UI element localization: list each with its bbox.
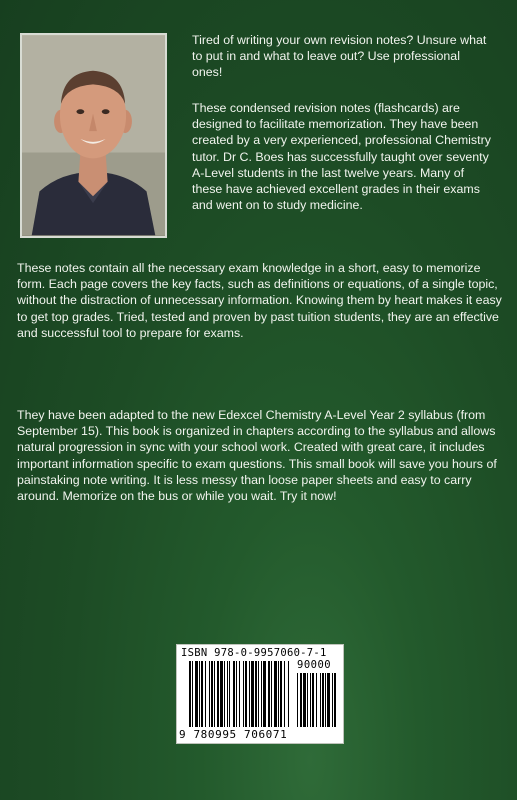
barcode-bar bbox=[217, 661, 219, 727]
price-barcode-bar bbox=[310, 673, 311, 727]
barcode-bar bbox=[239, 661, 240, 727]
barcode-bar bbox=[245, 661, 247, 727]
barcode-bar bbox=[236, 661, 237, 727]
author-portrait-image bbox=[22, 35, 165, 236]
price-barcode-bar bbox=[316, 673, 317, 727]
author-photo bbox=[20, 33, 167, 238]
price-barcode-bar bbox=[320, 673, 321, 727]
price-barcode-bar bbox=[303, 673, 306, 727]
barcode-bar bbox=[271, 661, 272, 727]
price-barcode-bar bbox=[322, 673, 324, 727]
price-barcode-bar bbox=[325, 673, 326, 727]
price-barcode-bar bbox=[297, 673, 298, 727]
barcode-bar bbox=[288, 661, 289, 727]
barcode-bar bbox=[268, 661, 270, 727]
barcode-bar bbox=[229, 661, 230, 727]
barcode-bar bbox=[251, 661, 254, 727]
barcode-bar bbox=[280, 661, 282, 727]
about-author-paragraph: These condensed revision notes (flashcards) are designed to facilitate memorization. They have been created by a very experienced, professional Chemistry tutor. Dr C. Boes has successfully taught over seventy A-Level students in the last twelve years. Many of these have achieved excellent grades in their exams and went on to study medicine. bbox=[192, 101, 491, 213]
barcode-bar bbox=[274, 661, 277, 727]
barcode-bar bbox=[227, 661, 228, 727]
barcode-bar bbox=[211, 661, 213, 727]
isbn-label: ISBN 978-0-9957060-7-1 bbox=[181, 647, 327, 659]
barcode-bar bbox=[199, 661, 200, 727]
isbn-barcode bbox=[176, 644, 344, 744]
barcode-bar bbox=[205, 661, 206, 727]
syllabus-paragraph: They have been adapted to the new Edexcel Chemistry A-Level Year 2 syllabus (from September 15). This book is organized in chapters according to the syllabus and allows natural progression in sync with your school work. Created with great care, it includes important information specific to exam questions. This small book will save you hours of painstaking note writing. It is less messy than loose paper sheets and easy to carry around. Memorize on the bus or while you wait. Try it now! bbox=[17, 408, 497, 504]
price-barcode-bar bbox=[312, 673, 314, 727]
barcode-bar bbox=[261, 661, 262, 727]
intro-paragraph: Tired of writing your own revision notes? Unsure what to put in and what to leave out? Use professional ones! bbox=[192, 33, 487, 80]
price-barcode-bar bbox=[300, 673, 302, 727]
price-code: 90000 bbox=[297, 659, 332, 671]
barcode-bar bbox=[214, 661, 215, 727]
ean-digits: 9 780995 706071 bbox=[179, 728, 288, 741]
barcode-bar bbox=[209, 661, 210, 727]
barcode-bar bbox=[220, 661, 223, 727]
barcode-bar bbox=[263, 661, 266, 727]
barcode-bar bbox=[233, 661, 235, 727]
barcode-bar bbox=[255, 661, 257, 727]
barcode-bar bbox=[284, 661, 285, 727]
barcode-bar bbox=[278, 661, 279, 727]
barcode-bar bbox=[189, 661, 191, 727]
contents-paragraph: These notes contain all the necessary exam knowledge in a short, easy to memorize form. Each page covers the key facts, such as definitions or equations, of a single topic, without the distraction of unnecessary information. Knowing them by heart makes it easy to get top grades. Tried, tested and proven by past tuition students, they are an effective and successful tool to prepare for exams. bbox=[17, 261, 502, 340]
price-barcode-bar bbox=[307, 673, 308, 727]
barcode-bar bbox=[249, 661, 250, 727]
price-barcode-bar bbox=[327, 673, 330, 727]
barcode-bar bbox=[258, 661, 259, 727]
barcode-bar bbox=[224, 661, 225, 727]
price-barcode-bar bbox=[332, 673, 333, 727]
barcode-bar bbox=[192, 661, 193, 727]
price-barcode-bar bbox=[334, 673, 336, 727]
barcode-bar bbox=[201, 661, 203, 727]
barcode-bar bbox=[195, 661, 198, 727]
barcode-bar bbox=[243, 661, 244, 727]
